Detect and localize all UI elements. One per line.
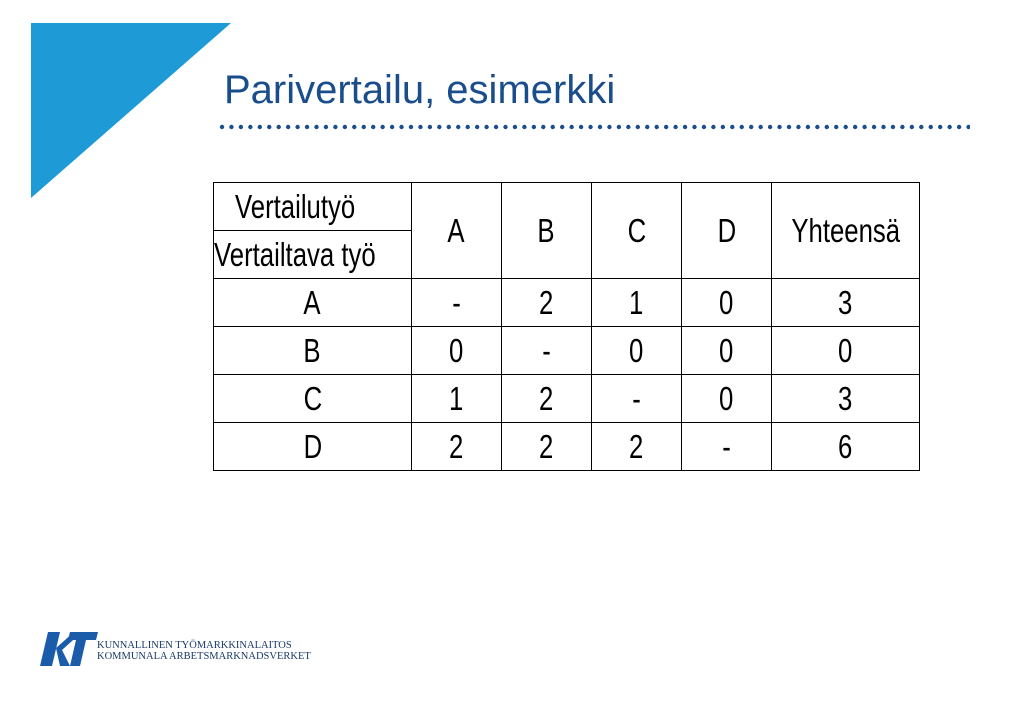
column-header: A [412,183,502,279]
table-cell: - [502,327,592,375]
table-cell: - [412,279,502,327]
organization-name [97,640,311,662]
table-cell: 1 [412,375,502,423]
organization-name-sv: KOMMUNALA ARBETSMARKNADSVERKET [97,651,311,662]
row-label: C [214,375,412,423]
header-row-label: Vertailutyö [235,188,356,225]
header-row-label-cell [214,183,412,231]
table-cell: 0 [412,327,502,375]
title-dotted-divider [218,122,970,132]
row-label: B [214,327,412,375]
table-cell-total: 0 [772,327,920,375]
kt-logo-icon [40,628,100,668]
corner-decoration [31,23,231,198]
table-row [214,375,920,423]
header-col-label: Vertailtava työ [214,236,376,273]
row-label: D [214,423,412,471]
table-row [214,423,920,471]
column-header: C [592,183,682,279]
table-cell: 2 [502,279,592,327]
header-col-label-cell [214,231,412,279]
table-cell: 0 [592,327,682,375]
table-cell-total: 3 [772,375,920,423]
table-cell: 0 [682,375,772,423]
table-cell-total: 3 [772,279,920,327]
table-header-row [214,183,920,231]
table-cell-total: 6 [772,423,920,471]
pairwise-comparison-table [213,182,920,471]
row-label: A [214,279,412,327]
table-cell: - [682,423,772,471]
organization-name-fi: KUNNALLINEN TYÖMARKKINALAITOS [97,640,292,651]
column-header: B [502,183,592,279]
table-cell: 1 [592,279,682,327]
table-row [214,327,920,375]
column-header: D [682,183,772,279]
table-cell: 2 [592,423,682,471]
table-cell: 0 [682,279,772,327]
page-title: Parivertailu, esimerkki [224,68,616,112]
column-header-total: Yhteensä [772,183,920,279]
table-row [214,279,920,327]
table-cell: 2 [412,423,502,471]
table-cell: 2 [502,423,592,471]
table-cell: 0 [682,327,772,375]
table-cell: - [592,375,682,423]
table-cell: 2 [502,375,592,423]
